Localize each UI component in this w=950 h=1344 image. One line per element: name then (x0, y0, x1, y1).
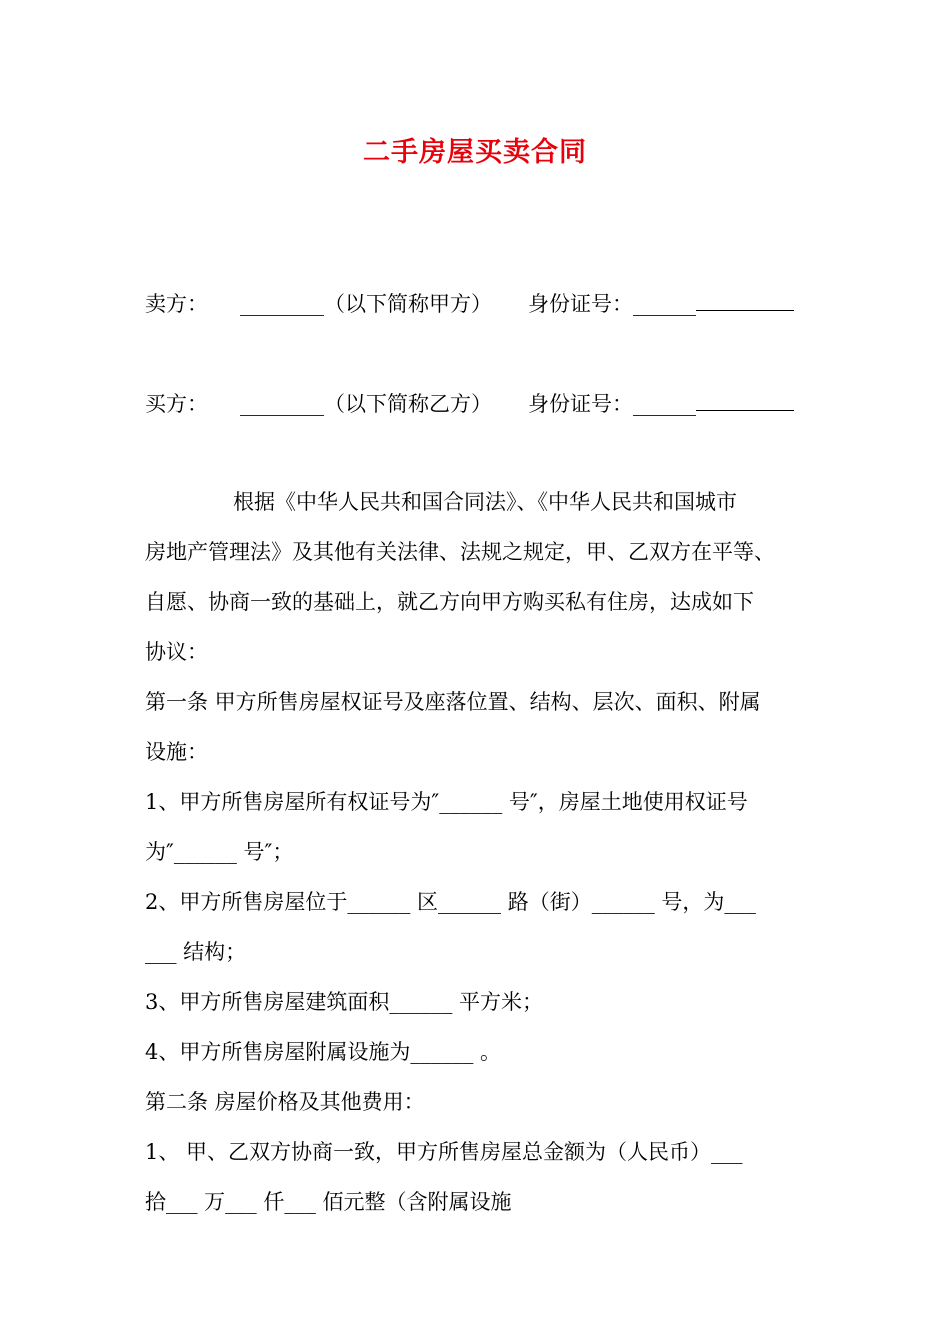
seller-line (145, 289, 794, 319)
clause-1-1: 1、甲方所售房屋所有权证号为″______ 号″，房屋土地使用权证号 (145, 790, 748, 814)
buyer-id-label: 身份证号： (528, 392, 633, 416)
buyer-name-blank: ________ (240, 392, 324, 416)
body-line-2: 房地产管理法》及其他有关法律、法规之规定，甲、乙双方在平等、 (145, 540, 775, 564)
seller-id-underline (696, 290, 794, 311)
buyer-line (145, 389, 794, 419)
clause-1-1-cont: 为″______ 号″； (145, 840, 294, 864)
clause-2-1: 1、 甲、乙双方协商一致，甲方所售房屋总金额为（人民币）___ (145, 1140, 743, 1164)
clause-1-4: 4、甲方所售房屋附属设施为______ 。 (145, 1040, 502, 1064)
seller-name-blank: ________ (240, 292, 324, 316)
buyer-id-underline (696, 390, 794, 411)
clause-1-2-cont: ___ 结构； (145, 940, 247, 964)
seller-alias: （以下简称甲方） (324, 292, 492, 316)
seller-id-blank: ______ (633, 292, 696, 316)
seller-label: 卖方： (145, 292, 208, 316)
clause-1-3: 3、甲方所售房屋建筑面积______ 平方米； (145, 990, 544, 1014)
article-1-heading-cont: 设施： (145, 740, 208, 764)
buyer-id-blank: ______ (633, 392, 696, 416)
body-line-3: 自愿、协商一致的基础上，就乙方向甲方购买私有住房，达成如下 (145, 590, 754, 614)
article-2-heading: 第二条 房屋价格及其他费用： (145, 1090, 425, 1114)
seller-id-label: 身份证号： (528, 292, 633, 316)
clause-1-2: 2、甲方所售房屋位于______ 区______ 路（街）______ 号，为___ (145, 890, 756, 914)
body-line-1: 根据《中华人民共和国合同法》、《中华人民共和国城市 (233, 490, 737, 514)
clause-2-1-cont: 拾___ 万___ 仟___ 佰元整（含附属设施 (145, 1190, 512, 1214)
buyer-label: 买方： (145, 392, 208, 416)
article-1-heading: 第一条 甲方所售房屋权证号及座落位置、结构、层次、面积、附属 (145, 690, 761, 714)
document-title: 二手房屋买卖合同 (363, 137, 587, 168)
body-line-4: 协议： (145, 640, 208, 664)
buyer-alias: （以下简称乙方） (324, 392, 492, 416)
